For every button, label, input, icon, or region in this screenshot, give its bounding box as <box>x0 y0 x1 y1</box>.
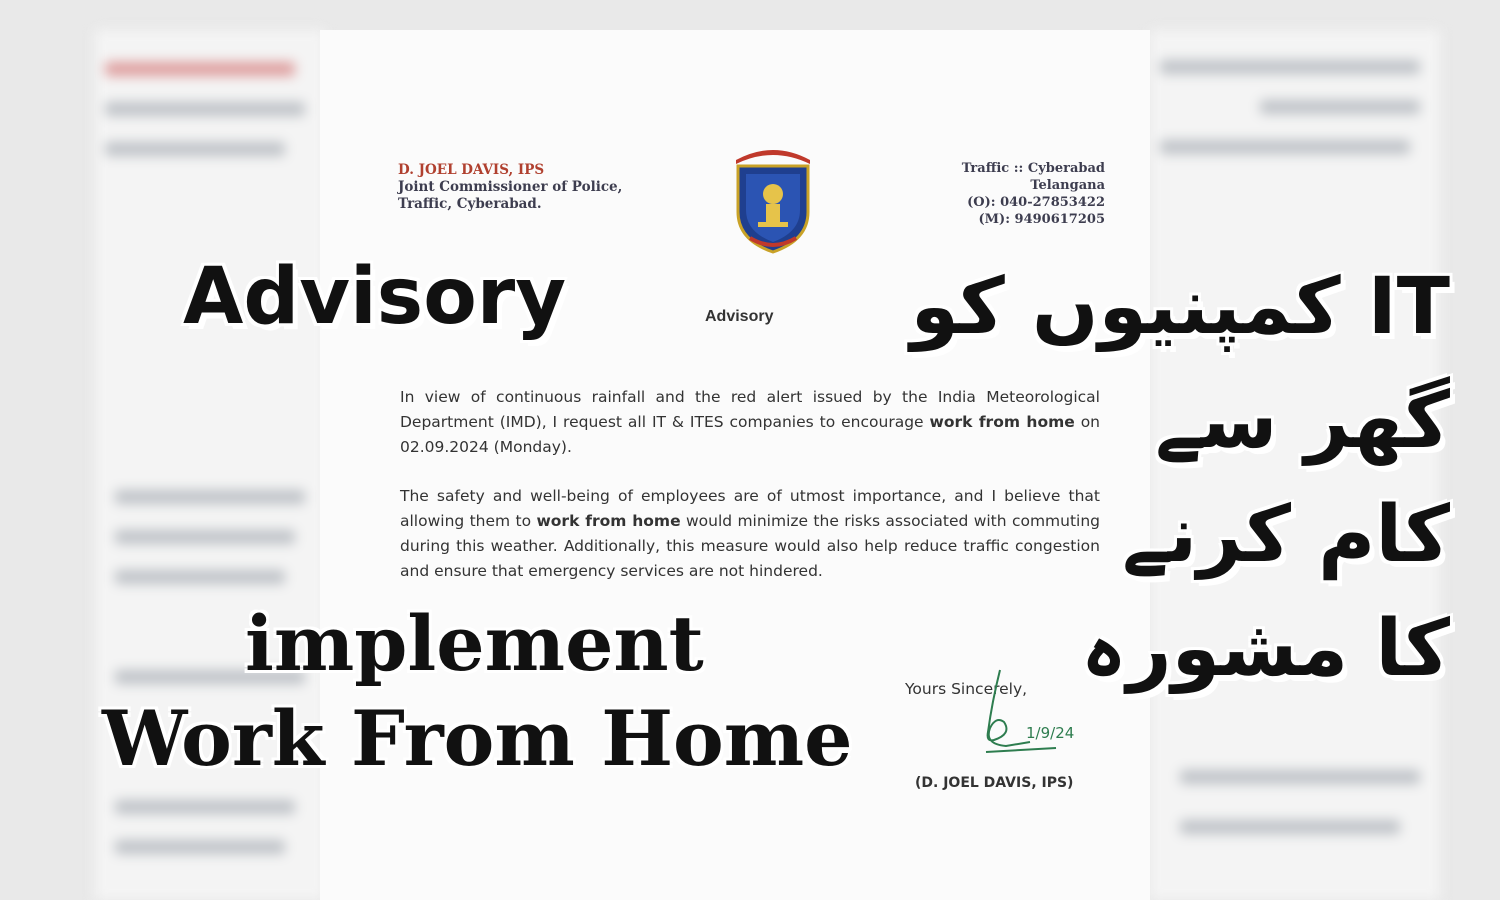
letterhead-left <box>398 162 718 213</box>
emphasis-work-from-home: work from home <box>929 413 1075 431</box>
svg-text:1/9/24: 1/9/24 <box>1026 724 1075 742</box>
advisory-paragraph-1: In view of continuous rainfall and the red alert issued by the India Meteorological Department (IMD), I request all IT & ITES companies to encourage work from home on 02.09.2024 (Monday). <box>400 388 1101 456</box>
closing-salutation: Yours Sincerely, <box>905 680 1028 698</box>
office-phone: (O): 040-27853422 <box>967 195 1105 210</box>
overlay-work-from-home-text: Work From Home <box>102 694 853 783</box>
urdu-line-1: IT کمپنیوں کو <box>910 262 1450 352</box>
state-label: Telangana <box>1030 178 1105 193</box>
overlay-advisory-title: Advisory <box>183 252 567 342</box>
urdu-line-4: کا مشورہ <box>1081 604 1450 694</box>
letterhead-right <box>865 160 1105 228</box>
emphasis-work-from-home: work from home <box>536 512 681 530</box>
signatory-name: (D. JOEL DAVIS, IPS) <box>915 775 1074 791</box>
urdu-line-3: کام کرنے <box>1122 490 1450 580</box>
police-emblem-icon <box>728 142 818 254</box>
document-heading: Advisory <box>705 308 774 325</box>
officer-office: Traffic, Cyberabad. <box>398 196 542 212</box>
officer-name: D. JOEL DAVIS, IPS <box>398 162 545 178</box>
officer-designation: Joint Commissioner of Police, <box>398 179 623 195</box>
overlay-implement-text: implement <box>245 599 704 688</box>
urdu-line-2: گھر سے <box>1155 376 1450 466</box>
advisory-paragraph-2: The safety and well-being of employees are of utmost importance, and I believe that allowing them to work from home would minimize the risks associated with commuting during this weather. Additionally, this measure would also help reduce traffic congestion and ensure that emergency services are not hindered. <box>400 487 1101 580</box>
department-label: Traffic :: Cyberabad <box>961 161 1105 176</box>
mobile-phone: (M): 9490617205 <box>978 212 1105 227</box>
